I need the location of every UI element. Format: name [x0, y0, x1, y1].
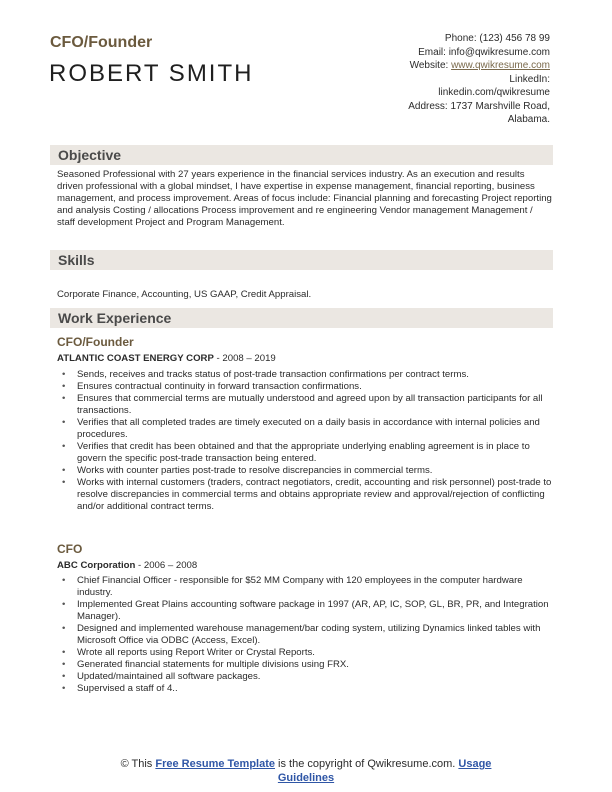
list-item [57, 417, 554, 441]
list-item [57, 659, 554, 671]
usage-guidelines-link-part1[interactable]: Usage [458, 758, 492, 770]
contact-address-line2: Alabama. [507, 114, 550, 125]
bullet-icon: • [62, 659, 66, 670]
work-section-header [50, 308, 553, 328]
job-bullets [57, 575, 554, 695]
contact-email: Email: info@qwikresume.com [418, 46, 550, 58]
skills-text: Corporate Finance, Accounting, US GAAP, Credit Appraisal. [57, 289, 312, 300]
job-dates: - 2006 – 2008 [135, 560, 198, 571]
list-item [57, 647, 554, 659]
list-item [57, 441, 554, 465]
contact-linkedin-value: linkedin.com/qwikresume [438, 87, 550, 98]
job-company: ATLANTIC COAST ENERGY CORP [57, 353, 214, 364]
contact-phone: Phone: (123) 456 78 99 [444, 33, 550, 44]
contact-website [310, 59, 550, 73]
website-label: Website: [409, 60, 452, 71]
bullet-icon: • [62, 417, 66, 428]
bullet-icon: • [62, 623, 66, 634]
bullet-text: Wrote all reports using Report Writer or Crystal Reports. [77, 647, 315, 658]
objective-section-header [50, 145, 553, 165]
list-item [57, 381, 554, 393]
bullet-icon: • [62, 465, 66, 476]
free-resume-template-link[interactable]: Free Resume Template [155, 758, 275, 770]
list-item [57, 575, 554, 599]
bullet-icon: • [62, 393, 66, 404]
candidate-name: ROBERT SMITH [49, 60, 254, 87]
header-job-title: CFO/Founder [50, 34, 153, 51]
objective-text: Seasoned Professional with 27 years experience in the financial services industry. As an execution and results driven professional with a global mindset, I have expertise in expense management, financial reporting, business management, and process improvement. Areas of focus include: Financial planning and forecasting Project reporting and analysis Costing / allocations Process improvement and re engineering Vendor management Management / staff development Project and Program Management. [57, 169, 552, 228]
footer-prefix: © This [120, 758, 156, 770]
bullet-icon: • [62, 381, 66, 392]
website-link[interactable]: www.qwikresume.com [451, 60, 550, 71]
job-role: CFO [57, 542, 83, 556]
list-item [57, 683, 554, 695]
bullet-text: Supervised a staff of 4.. [77, 683, 178, 694]
bullet-icon: • [62, 647, 66, 658]
work-title: Work Experience [58, 310, 172, 326]
list-item [57, 623, 554, 647]
list-item [57, 393, 554, 417]
bullet-icon: • [62, 599, 66, 610]
list-item [57, 599, 554, 623]
bullet-text: Ensures contractual continuity in forward transaction confirmations. [77, 381, 362, 392]
bullet-icon: • [62, 575, 66, 586]
bullet-text: Works with counter parties post-trade to resolve discrepancies in commercial terms. [77, 465, 433, 476]
list-item [57, 369, 554, 381]
contact-block [310, 32, 550, 127]
bullet-text: Verifies that all completed trades are timely executed on a daily basis in accordance with internal policies and procedures. [77, 417, 540, 440]
skills-title: Skills [58, 252, 95, 268]
skills-section-header [50, 250, 553, 270]
bullet-icon: • [62, 683, 66, 694]
footer [0, 757, 612, 785]
job-bullets [57, 369, 554, 513]
bullet-text: Chief Financial Officer - responsible for $52 MM Company with 120 employees in the computer hardware industry. [77, 575, 523, 598]
bullet-text: Verifies that credit has been obtained and that the appropriate underlying enabling agreement is in place to govern the specific post-trade transaction being entered. [77, 441, 530, 464]
objective-title: Objective [58, 147, 122, 163]
bullet-text: Works with internal customers (traders, contract negotiators, credit, accounting and risk personnel) post-trade to resolve discrepancies in commercial terms and obtains appropriate review and approval/rejection of conflicting and/or additional contract terms. [77, 477, 552, 512]
list-item [57, 477, 554, 513]
bullet-text: Updated/maintained all software packages. [77, 671, 261, 682]
job-company: ABC Corporation [57, 560, 136, 571]
contact-address-line1: Address: 1737 Marshville Road, [408, 100, 550, 112]
bullet-icon: • [62, 441, 66, 452]
bullet-icon: • [62, 671, 66, 682]
usage-guidelines-link-part2[interactable]: Guidelines [277, 772, 335, 784]
list-item [57, 465, 554, 477]
bullet-text: Ensures that commercial terms are mutually understood and agreed upon by all transaction participants for all transactions. [77, 393, 543, 416]
bullet-text: Designed and implemented warehouse management/bar coding system, utilizing Dynamics linked tables with Microsoft Office via ODBC (Access, Excel). [77, 623, 541, 646]
job-company-line [57, 560, 197, 571]
list-item [57, 671, 554, 683]
job-company-line [57, 353, 276, 364]
bullet-icon: • [62, 477, 66, 488]
job-role: CFO/Founder [57, 335, 134, 349]
bullet-text: Generated financial statements for multiple divisions using FRX. [77, 659, 349, 670]
bullet-text: Implemented Great Plains accounting software package in 1997 (AR, AP, IC, SOP, GL, BR, PR, and Integration Manager). [77, 599, 549, 622]
footer-middle: is the copyright of Qwikresume.com. [275, 758, 459, 770]
bullet-text: Sends, receives and tracks status of post-trade transaction confirmations per contract terms. [77, 369, 469, 380]
contact-linkedin-label: LinkedIn: [509, 73, 550, 85]
bullet-icon: • [62, 369, 66, 380]
job-dates: - 2008 – 2019 [213, 353, 276, 364]
